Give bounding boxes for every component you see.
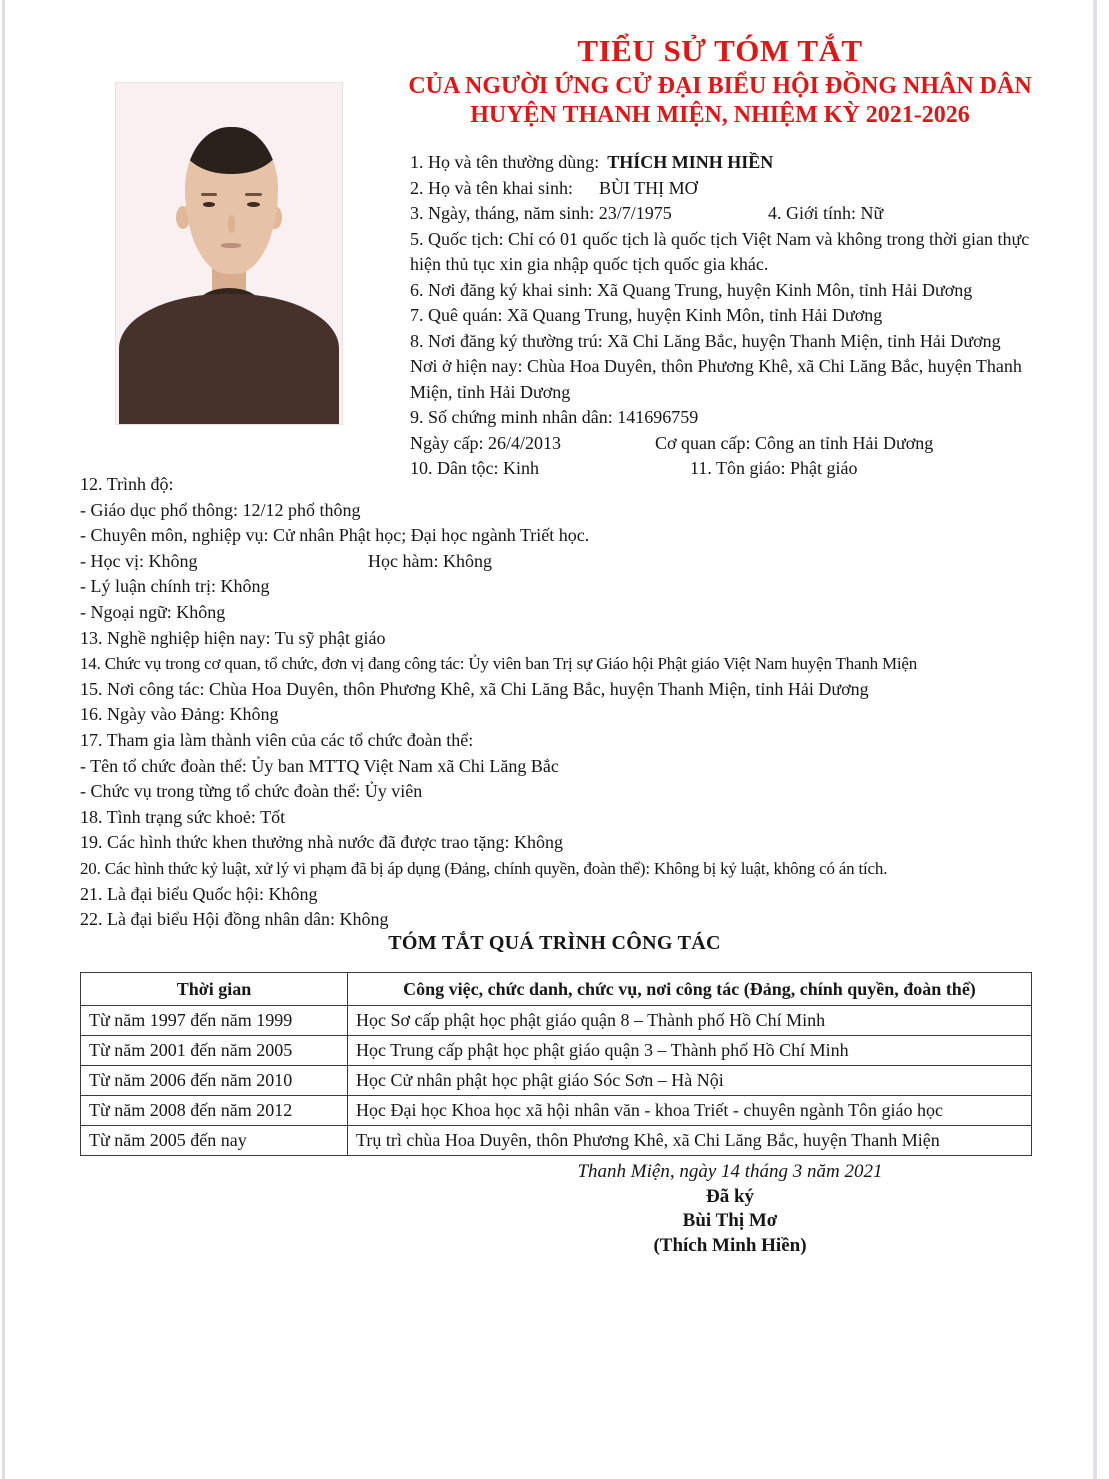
table-header-row	[81, 973, 1032, 1006]
details-section	[80, 472, 1040, 933]
detail-current-occupation: 13. Nghề nghiệp hiện nay: Tu sỹ phật giáo	[80, 627, 386, 648]
title-line-3: HUYỆN THANH MIỆN, NHIỆM KỲ 2021-2026	[470, 102, 970, 128]
personal-line-id-issue	[410, 431, 1060, 457]
common-name-value: THÍCH MINH HIỀN	[607, 152, 774, 172]
signature-place-date: Thanh Miện, ngày 14 tháng 3 năm 2021	[577, 1161, 883, 1182]
birth-name-label: 2. Họ và tên khai sinh:	[410, 177, 573, 198]
job-cell: Học Trung cấp phật học phật giáo quận 3 – Thành phố Hồ Chí Minh	[348, 1036, 1032, 1066]
signature-religious-name: (Thích Minh Hiền)	[653, 1234, 807, 1256]
title-line-1: TIỂU SỬ TÓM TẮT	[577, 33, 863, 68]
detail-foreign-language: - Ngoại ngữ: Không	[80, 601, 226, 622]
detail-degree-titles	[80, 549, 1040, 575]
signature-signed-label: Đã ký	[705, 1185, 755, 1207]
personal-line-birth-name	[410, 176, 1060, 202]
signature-block	[450, 1160, 1010, 1258]
job-cell: Học Cử nhân phật học phật giáo Sóc Sơn – Hà Nội	[348, 1066, 1032, 1096]
photo-eye-right	[247, 202, 260, 207]
detail-organization-role: - Chức vụ trong từng tổ chức đoàn thể: Ủy viên	[80, 781, 423, 802]
work-history-title: TÓM TẮT QUÁ TRÌNH CÔNG TÁC	[388, 932, 721, 954]
job-cell: Học Sơ cấp phật học phật giáo quận 8 – Thành phố Hồ Chí Minh	[348, 1006, 1032, 1036]
signature-name: Bùi Thị Mơ	[682, 1210, 778, 1231]
id-issue-date-text: Ngày cấp: 26/4/2013	[410, 432, 561, 453]
detail-peoples-council-member: 22. Là đại biểu Hội đồng nhân dân: Không	[80, 909, 389, 930]
personal-line-birth-registration: 6. Nơi đăng ký khai sinh: Xã Quang Trung, huyện Kinh Môn, tỉnh Hải Dương	[410, 279, 973, 300]
detail-professional-education: - Chuyên môn, nghiệp vụ: Cử nhân Phật học; Đại học ngành Triết học.	[80, 525, 590, 546]
detail-workplace: 15. Nơi công tác: Chùa Hoa Duyên, thôn Phương Khê, xã Chi Lăng Bắc, huyện Thanh Miện, tỉnh Hải Dương	[80, 678, 869, 699]
period-cell: Từ năm 2006 đến năm 2010	[81, 1066, 348, 1096]
table-row	[81, 1006, 1032, 1036]
detail-current-position: 14. Chức vụ trong cơ quan, tổ chức, đơn vị đang công tác: Ủy viên ban Trị sự Giáo hội Phật giáo Việt Nam huyện Thanh Miện	[80, 654, 918, 674]
id-issue-authority-text: Cơ quan cấp: Công an tỉnh Hải Dương	[655, 432, 934, 453]
work-history-table	[80, 972, 1032, 1156]
academic-degree-text: - Học vị: Không	[80, 550, 198, 571]
personal-line-current-residence: Nơi ở hiện nay: Chùa Hoa Duyên, thôn Phương Khê, xã Chi Lăng Bắc, huyện Thanh Miện, tỉnh Hải Dương	[410, 356, 1022, 402]
period-cell: Từ năm 1997 đến năm 1999	[81, 1006, 348, 1036]
detail-political-theory: - Lý luận chính trị: Không	[80, 576, 270, 597]
personal-line-common-name	[410, 150, 1060, 176]
photo-robe	[119, 294, 338, 424]
photo-eyebrow-right	[245, 193, 262, 196]
title-line-2: CỦA NGƯỜI ỨNG CỬ ĐẠI BIỂU HỘI ĐỒNG NHÂN DÂN	[408, 73, 1032, 99]
period-cell: Từ năm 2001 đến năm 2005	[81, 1036, 348, 1066]
detail-party-join-date: 16. Ngày vào Đảng: Không	[80, 704, 279, 725]
table-row	[81, 1036, 1032, 1066]
personal-line-id-number: 9. Số chứng minh nhân dân: 141696759	[410, 407, 699, 427]
academic-rank-text: Học hàm: Không	[368, 550, 492, 571]
table-header-job: Công việc, chức danh, chức vụ, nơi công tác (Đảng, chính quyền, đoàn thể)	[348, 973, 1032, 1006]
birthdate-text: 3. Ngày, tháng, năm sinh: 23/7/1975	[410, 203, 672, 223]
candidate-photo	[115, 82, 343, 425]
table-row	[81, 1126, 1032, 1156]
personal-line-birthdate-gender	[410, 201, 1060, 227]
personal-line-nationality: 5. Quốc tịch: Chỉ có 01 quốc tịch là quốc tịch Việt Nam và không trong thời gian thực hiện thủ tục xin gia nhập quốc tịch quốc gia khác.	[410, 228, 1030, 274]
page-scan-edge-left	[2, 0, 5, 1479]
page-scan-edge-right	[1093, 0, 1097, 1479]
job-cell: Học Đại học Khoa học xã hội nhân văn - khoa Triết - chuyên ngành Tôn giáo học	[348, 1096, 1032, 1126]
detail-disciplinary-record: 20. Các hình thức kỷ luật, xử lý vi phạm đã bị áp dụng (Đảng, chính quyền, đoàn thể): Không bị kỷ luật, không có án tích.	[80, 858, 888, 878]
detail-national-assembly-member: 21. Là đại biểu Quốc hội: Không	[80, 883, 318, 904]
photo-nose	[228, 215, 235, 233]
ethnicity-text: 10. Dân tộc: Kinh	[410, 458, 539, 478]
job-cell: Trụ trì chùa Hoa Duyên, thôn Phương Khê, xã Chi Lăng Bắc, huyện Thanh Miện	[348, 1126, 1032, 1156]
gender-text: 4. Giới tính: Nữ	[768, 203, 884, 223]
table-row	[81, 1066, 1032, 1096]
photo-face	[185, 127, 278, 274]
detail-organization-name: - Tên tổ chức đoàn thể: Ủy ban MTTQ Việt Nam xã Chi Lăng Bắc	[80, 755, 559, 776]
table-header-time: Thời gian	[81, 973, 348, 1006]
personal-info-section	[410, 150, 1060, 482]
photo-eye-left	[203, 202, 216, 207]
common-name-label: 1. Họ và tên thường dùng:	[410, 152, 600, 172]
period-cell: Từ năm 2008 đến năm 2012	[81, 1096, 348, 1126]
document-title	[380, 30, 1060, 130]
period-cell: Từ năm 2005 đến nay	[81, 1126, 348, 1156]
photo-hair	[185, 127, 278, 174]
photo-mouth	[221, 243, 241, 248]
detail-health-status: 18. Tình trạng sức khoẻ: Tốt	[80, 806, 286, 827]
detail-organizations-heading: 17. Tham gia làm thành viên của các tổ chức đoàn thể:	[80, 729, 474, 750]
detail-education-heading: 12. Trình độ:	[80, 474, 174, 494]
detail-awards: 19. Các hình thức khen thưởng nhà nước đã được trao tặng: Không	[80, 832, 563, 853]
detail-general-education: - Giáo dục phổ thông: 12/12 phổ thông	[80, 499, 361, 520]
personal-line-permanent-residence: 8. Nơi đăng ký thường trú: Xã Chi Lăng Bắc, huyện Thanh Miện, tỉnh Hải Dương	[410, 330, 1001, 351]
religion-text: 11. Tôn giáo: Phật giáo	[690, 458, 858, 478]
table-row	[81, 1096, 1032, 1126]
photo-eyebrow-left	[201, 193, 218, 196]
personal-line-hometown: 7. Quê quán: Xã Quang Trung, huyện Kinh Môn, tỉnh Hải Dương	[410, 305, 883, 325]
birth-name-value: BÙI THỊ MƠ	[598, 177, 698, 198]
